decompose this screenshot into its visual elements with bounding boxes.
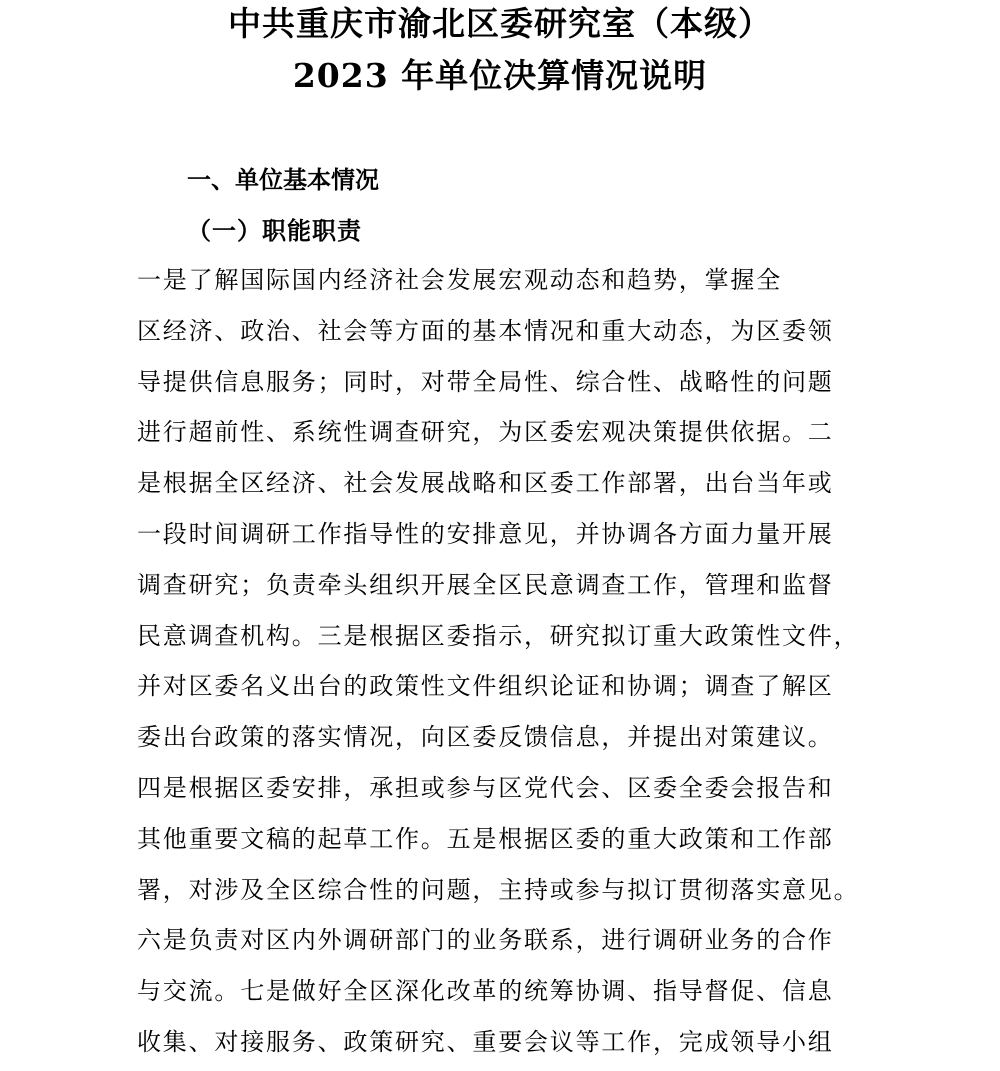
paragraph-line: 其他重要文稿的起草工作。五是根据区委的重大政策和工作部 — [137, 824, 834, 853]
paragraph-line: 是根据全区经济、社会发展战略和区委工作部署，出台当年或 — [137, 469, 834, 498]
body-paragraph — [137, 258, 897, 1071]
paragraph-line: 进行超前性、系统性调查研究，为区委宏观决策提供依据。二 — [137, 418, 834, 447]
paragraph-line: 收集、对接服务、政策研究、重要会议等工作，完成领导小组 — [137, 1027, 834, 1056]
paragraph-line: 调查研究；负责牵头组织开展全区民意调查工作，管理和监督 — [137, 570, 834, 599]
paragraph-line: 一段时间调研工作指导性的安排意见，并协调各方面力量开展 — [137, 519, 834, 548]
document-title-line-1: 中共重庆市渝北区委研究室（本级） — [228, 4, 772, 43]
paragraph-line: 委出台政策的落实情况，向区委反馈信息，并提出对策建议。 — [137, 723, 834, 752]
paragraph-line: 导提供信息服务；同时，对带全局性、综合性、战略性的问题 — [137, 367, 834, 396]
paragraph-line: 四是根据区委安排，承担或参与区党代会、区委全委会报告和 — [137, 773, 834, 802]
paragraph-line: 署，对涉及全区综合性的问题，主持或参与拟订贯彻落实意见。 — [137, 875, 860, 904]
document-title-line-2: 2023 年单位决算情况说明 — [292, 56, 708, 95]
paragraph-line: 一是了解国际国内经济社会发展宏观动态和趋势，掌握全 — [137, 266, 782, 294]
subsection-heading: （一）职能职责 — [187, 216, 362, 245]
paragraph-line: 与交流。七是做好全区深化改革的统筹协调、指导督促、信息 — [137, 977, 834, 1006]
paragraph-line: 区经济、政治、社会等方面的基本情况和重大动态，为区委领 — [137, 316, 834, 345]
paragraph-line: 六是负责对区内外调研部门的业务联系，进行调研业务的合作 — [137, 926, 834, 955]
section-heading: 一、单位基本情况 — [187, 166, 379, 194]
paragraph-line: 民意调查机构。三是根据区委指示，研究拟订重大政策性文件， — [137, 621, 860, 650]
paragraph-line: 并对区委名义出台的政策性文件组织论证和协调；调查了解区 — [137, 672, 834, 701]
